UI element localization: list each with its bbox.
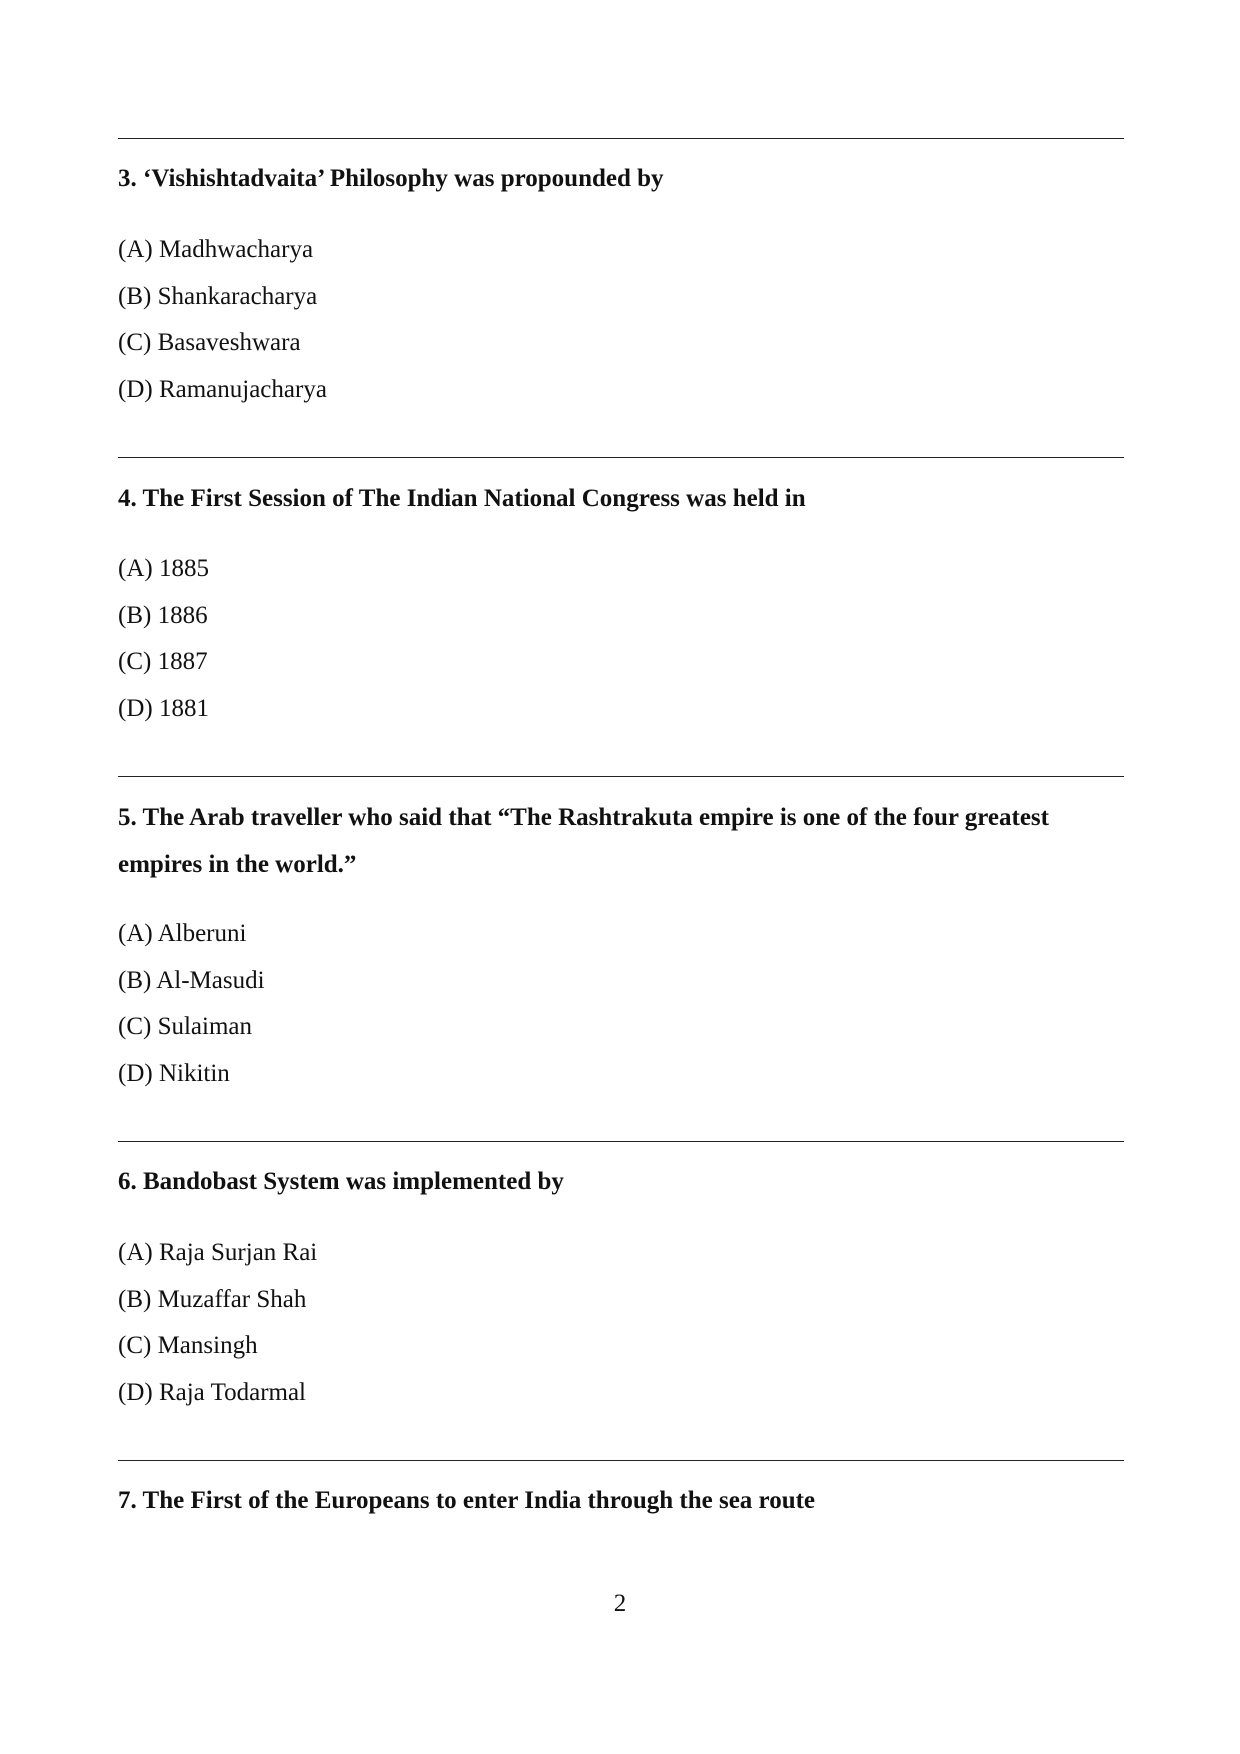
question-4-option-a: (A) 1885 <box>118 555 209 582</box>
question-7-text: 7. The First of the Europeans to enter India through the sea route <box>118 1487 816 1514</box>
page-number: 2 <box>613 1590 627 1617</box>
question-3-option-c: (C) Basaveshwara <box>118 329 301 356</box>
divider <box>118 138 1124 139</box>
divider <box>118 1141 1124 1142</box>
question-3-option-a: (A) Madhwacharya <box>118 236 314 263</box>
question-5-option-b: (B) Al-Masudi <box>118 967 265 994</box>
divider <box>118 457 1124 458</box>
divider <box>118 776 1124 777</box>
question-4-text: 4. The First Session of The Indian National Congress was held in <box>118 485 806 512</box>
question-4-option-d: (D) 1881 <box>118 695 209 722</box>
question-3-text: 3. ‘Vishishtadvaita’ Philosophy was propounded by <box>118 165 664 192</box>
question-6-option-b: (B) Muzaffar Shah <box>118 1286 307 1313</box>
question-3-option-d: (D) Ramanujacharya <box>118 376 327 403</box>
question-5-text: 5. The Arab traveller who said that “The Rashtrakuta empire is one of the four greatest empires in the world.” <box>118 804 1049 878</box>
question-4-option-b: (B) 1886 <box>118 602 208 629</box>
question-6-option-c: (C) Mansingh <box>118 1332 258 1359</box>
question-5-option-d: (D) Nikitin <box>118 1060 230 1087</box>
question-3-option-b: (B) Shankaracharya <box>118 283 318 310</box>
question-6-option-a: (A) Raja Surjan Rai <box>118 1239 318 1266</box>
question-4-option-c: (C) 1887 <box>118 648 208 675</box>
question-6-text: 6. Bandobast System was implemented by <box>118 1168 564 1195</box>
question-5-option-c: (C) Sulaiman <box>118 1013 253 1040</box>
question-5-option-a: (A) Alberuni <box>118 920 247 947</box>
question-6-option-d: (D) Raja Todarmal <box>118 1379 307 1406</box>
divider <box>118 1460 1124 1461</box>
